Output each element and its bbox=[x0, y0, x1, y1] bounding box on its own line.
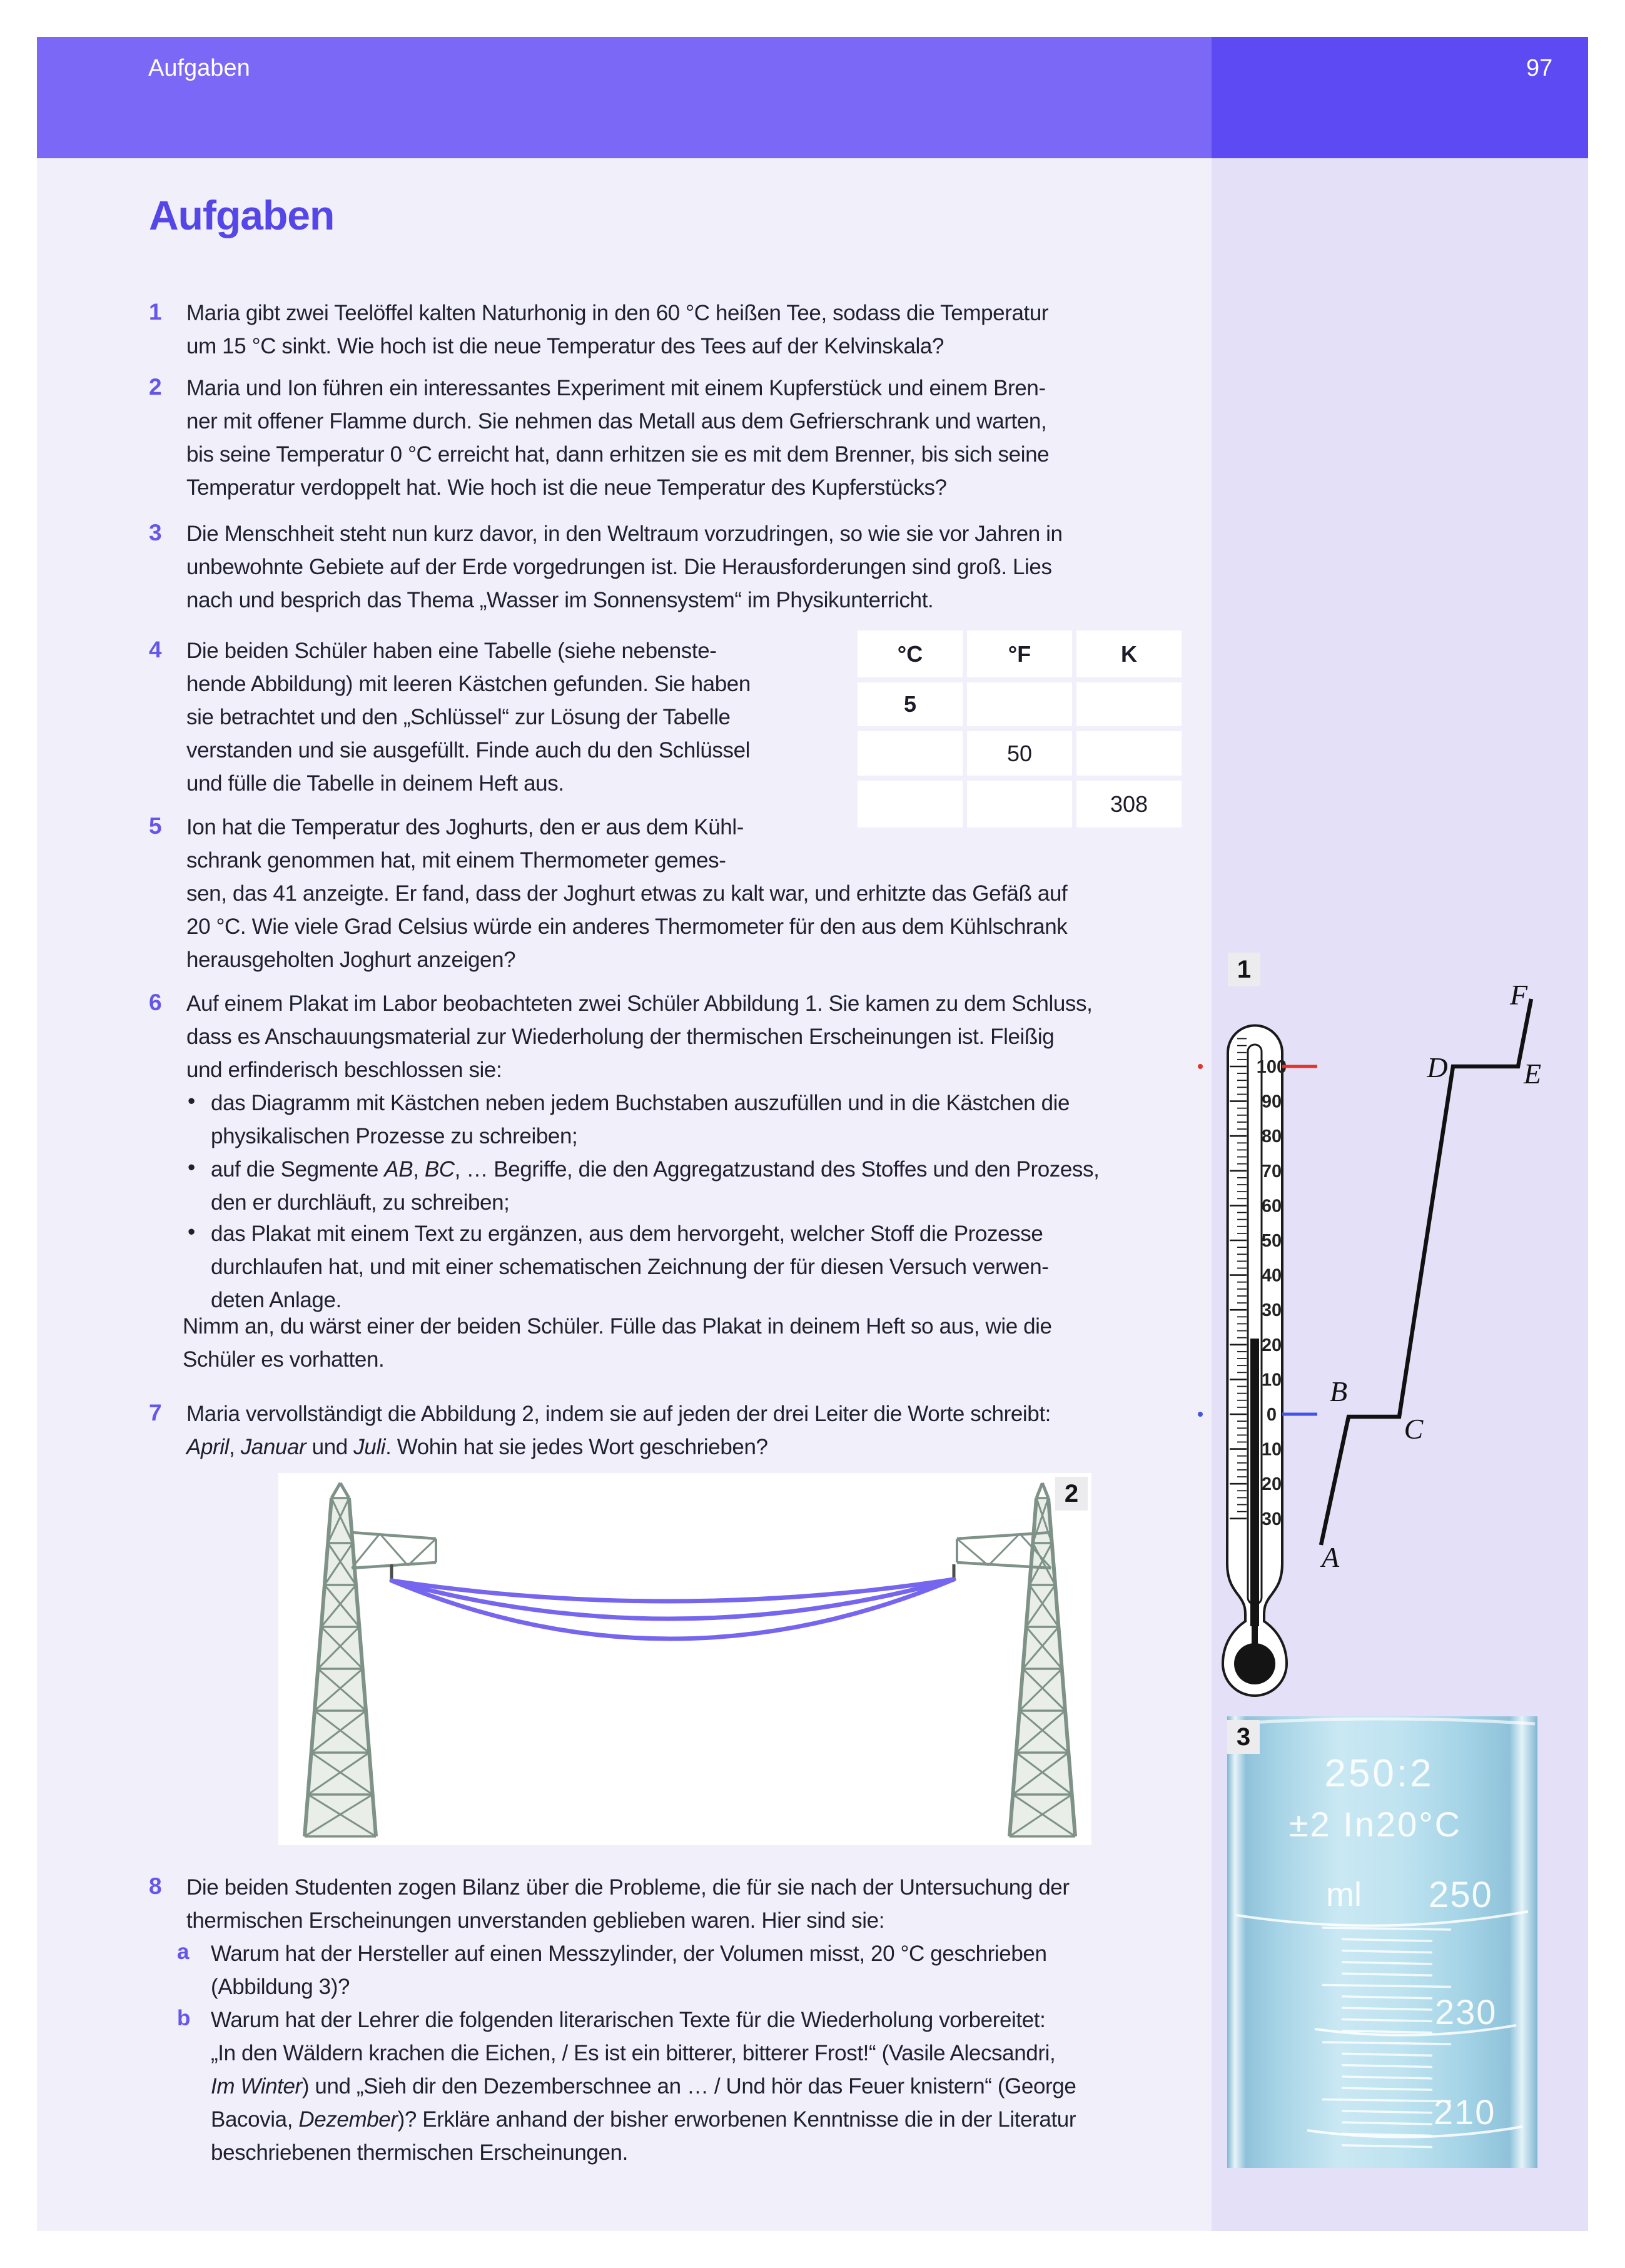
curve-point-F: F bbox=[1509, 979, 1528, 1011]
pylon-left bbox=[305, 1483, 436, 1836]
text-line: dass es Anschauungsmaterial zur Wiederholung der thermischen Erscheinungen ist. Fleißig bbox=[186, 1025, 1055, 1049]
text-line: (Abbildung 3)? bbox=[211, 1975, 350, 1999]
svg-text:20: 20 bbox=[1261, 1474, 1282, 1495]
table-cell bbox=[858, 781, 963, 828]
text-line: verstanden und sie ausgefüllt. Finde auch du den Schlüssel bbox=[186, 738, 751, 762]
text-line: Die Menschheit steht nun kurz davor, in den Weltraum vorzudringen, so wie sie vor Jahren in bbox=[186, 522, 1063, 546]
curve-point-D: D bbox=[1427, 1051, 1448, 1083]
text-line: Bacovia, Dezember)? Erkläre anhand der bisher erworbenen Kenntnisse die in der Literatur bbox=[211, 2107, 1076, 2132]
text-line: April, Januar und Juli. Wohin hat sie jedes Wort geschrieben? bbox=[186, 1435, 768, 1459]
text-line: Maria und Ion führen ein interessantes Experiment mit einem Kupferstück und einem Bren- bbox=[186, 376, 1046, 400]
pylon-right bbox=[954, 1483, 1075, 1836]
figure-1-label: 1 bbox=[1228, 953, 1260, 986]
text-line: Die beiden Studenten zogen Bilanz über die Probleme, die für sie nach der Untersuchung der bbox=[186, 1875, 1070, 1900]
text-line: den er durchläuft, zu schreiben; bbox=[211, 1190, 510, 1215]
problem-number: 6 bbox=[149, 990, 162, 1015]
thermometer-icon bbox=[1198, 1026, 1317, 1696]
table-cell bbox=[1076, 731, 1182, 776]
svg-text:70: 70 bbox=[1261, 1161, 1282, 1182]
cylinder-value-250: 250 bbox=[1429, 1875, 1493, 1915]
text-line: sen, das 41 anzeigte. Er fand, dass der Joghurt etwas zu kalt war, und erhitzte das Gefäß auf bbox=[186, 881, 1068, 906]
svg-text:50: 50 bbox=[1261, 1231, 1282, 1251]
text-line: Auf einem Plakat im Labor beobachteten zwei Schüler Abbildung 1. Sie kamen zu dem Schluss, bbox=[186, 991, 1093, 1016]
problem-number: 1 bbox=[149, 299, 162, 325]
svg-text:100: 100 bbox=[1256, 1057, 1287, 1077]
text-line: deten Anlage. bbox=[211, 1288, 342, 1312]
text-line: beschriebenen thermischen Erscheinungen. bbox=[211, 2140, 628, 2165]
text-line: Temperatur verdoppelt hat. Wie hoch ist die neue Temperatur des Kupferstücks? bbox=[186, 475, 947, 500]
problem-number: 8 bbox=[149, 1873, 162, 1899]
problem-number: 2 bbox=[149, 374, 162, 400]
figure-3-label: 3 bbox=[1227, 1720, 1260, 1754]
curve-point-E: E bbox=[1523, 1058, 1542, 1090]
text-line: ner mit offener Flamme durch. Sie nehmen das Metall aus dem Gefrierschrank und warten, bbox=[186, 409, 1047, 433]
heating-curve-diagram bbox=[1320, 979, 1541, 1573]
table-cell bbox=[1076, 682, 1182, 726]
svg-text:40: 40 bbox=[1261, 1265, 1282, 1286]
conversion-table bbox=[858, 630, 1182, 828]
pylons-drawing bbox=[278, 1473, 1091, 1845]
text-line: „In den Wäldern krachen die Eichen, / Es ist ein bitterer, bitterer Frost!“ (Vasile Alecsandri, bbox=[211, 2041, 1056, 2065]
text-line: und erfinderisch beschlossen sie: bbox=[186, 1058, 502, 1082]
figure-2-pylons bbox=[278, 1473, 1091, 1845]
cylinder-marking-ratio: 250:2 bbox=[1324, 1752, 1434, 1795]
svg-text:90: 90 bbox=[1261, 1091, 1282, 1112]
subitem-letter: a bbox=[177, 1940, 190, 1964]
text-line: Im Winter) und „Sieh dir den Dezemberschnee an … / Und hör das Feuer knistern“ (George bbox=[211, 2074, 1076, 2098]
problem-number: 5 bbox=[149, 813, 162, 839]
bullet-icon bbox=[188, 1155, 195, 1180]
text-line: bis seine Temperatur 0 °C erreicht hat, dann erhitzen sie es mit dem Brenner, bis sich seine bbox=[186, 442, 1050, 467]
page-number: 97 bbox=[1526, 55, 1553, 81]
text-line: nach und besprich das Thema „Wasser im Sonnensystem“ im Physikunterricht. bbox=[186, 588, 934, 612]
svg-text:80: 80 bbox=[1261, 1126, 1282, 1147]
svg-text:30: 30 bbox=[1261, 1300, 1282, 1321]
bullet-icon bbox=[188, 1220, 195, 1245]
text-line: physikalischen Prozesse zu schreiben; bbox=[211, 1124, 578, 1148]
svg-text:30: 30 bbox=[1261, 1509, 1282, 1529]
text-line: herausgeholten Joghurt anzeigen? bbox=[186, 948, 516, 972]
text-line: Maria gibt zwei Teelöffel kalten Naturhonig in den 60 °C heißen Tee, sodass die Temperatur bbox=[186, 301, 1049, 325]
text-line: Ion hat die Temperatur des Joghurts, den er aus dem Kühl- bbox=[186, 815, 744, 839]
text-line: unbewohnte Gebiete auf der Erde vorgedrungen ist. Die Herausforderungen sind groß. Lies bbox=[186, 555, 1052, 579]
text-line: durchlaufen hat, und mit einer schematischen Zeichnung der für diesen Versuch verwen- bbox=[211, 1255, 1049, 1279]
text-line: Maria vervollständigt die Abbildung 2, indem sie auf jeden der drei Leiter die Worte schreibt: bbox=[186, 1402, 1051, 1426]
text-line: um 15 °C sinkt. Wie hoch ist die neue Temperatur des Tees auf der Kelvinskala? bbox=[186, 334, 944, 358]
table-cell bbox=[858, 731, 963, 776]
svg-text:0: 0 bbox=[1266, 1405, 1277, 1425]
text-line: Warum hat der Hersteller auf einen Messzylinder, der Volumen misst, 20 °C geschrieben bbox=[211, 1941, 1047, 1966]
text-line: und fülle die Tabelle in deinem Heft aus. bbox=[186, 771, 564, 796]
svg-text:10: 10 bbox=[1261, 1370, 1282, 1390]
bullet-icon bbox=[188, 1089, 195, 1114]
table-header-fahrenheit: °F bbox=[967, 630, 1072, 677]
cylinder-value-210: 210 bbox=[1434, 2092, 1496, 2132]
figure-1-thermometer-diagram bbox=[1188, 938, 1589, 1726]
subitem-letter: b bbox=[177, 2006, 191, 2030]
text-line: sie betrachtet und den „Schlüssel“ zur Lösung der Tabelle bbox=[186, 705, 731, 729]
text-line: auf die Segmente AB, BC, … Begriffe, die den Aggregatzustand des Stoffes und den Prozess, bbox=[211, 1157, 1100, 1182]
table-cell: 308 bbox=[1076, 781, 1182, 828]
figure-3-measuring-cylinder bbox=[1227, 1716, 1537, 2168]
table-cell: 5 bbox=[858, 682, 963, 726]
table-cell bbox=[967, 682, 1072, 726]
mercury-bulb bbox=[1234, 1643, 1275, 1684]
cylinder-graduations bbox=[1227, 1716, 1537, 2168]
text-line: 20 °C. Wie viele Grad Celsius würde ein anderes Thermometer für den aus dem Kühlschrank bbox=[186, 914, 1068, 939]
header-title: Aufgaben bbox=[148, 55, 250, 81]
page-title: Aufgaben bbox=[149, 192, 335, 238]
svg-text:60: 60 bbox=[1261, 1196, 1282, 1217]
table-cell bbox=[967, 781, 1072, 828]
curve-point-B: B bbox=[1329, 1375, 1348, 1407]
table-header-celsius: °C bbox=[858, 630, 963, 677]
problem-number: 3 bbox=[149, 520, 162, 545]
heating-curve-line bbox=[1321, 999, 1531, 1545]
cylinder-tick-marks bbox=[1322, 1928, 1451, 2147]
text-line: Nimm an, du wärst einer der beiden Schüler. Fülle das Plakat in deinem Heft so aus, wie die bbox=[183, 1314, 1052, 1339]
table-cell: 50 bbox=[967, 731, 1072, 776]
table-header-kelvin: K bbox=[1076, 630, 1182, 677]
text-line: Schüler es vorhatten. bbox=[183, 1347, 385, 1372]
text-line: hende Abbildung) mit leeren Kästchen gefunden. Sie haben bbox=[186, 672, 751, 696]
cylinder-unit: ml bbox=[1326, 1876, 1362, 1913]
text-line: schrank genommen hat, mit einem Thermometer gemes- bbox=[186, 848, 726, 873]
curve-point-C: C bbox=[1404, 1413, 1424, 1445]
cylinder-marking-tolerance: ±2 In20°C bbox=[1288, 1805, 1462, 1844]
text-line: thermischen Erscheinungen unverstanden geblieben waren. Hier sind sie: bbox=[186, 1908, 885, 1933]
mercury-column bbox=[1250, 1339, 1259, 1626]
svg-text:10: 10 bbox=[1261, 1439, 1282, 1460]
problem-number: 4 bbox=[149, 637, 162, 662]
figure-2-label: 2 bbox=[1055, 1477, 1088, 1511]
text-line: Die beiden Schüler haben eine Tabelle (siehe nebenste- bbox=[186, 639, 717, 663]
problem-number: 7 bbox=[149, 1400, 162, 1425]
text-line: das Diagramm mit Kästchen neben jedem Buchstaben auszufüllen und in die Kästchen die bbox=[211, 1091, 1070, 1115]
cylinder-value-230: 230 bbox=[1435, 1992, 1497, 2032]
text-line: Warum hat der Lehrer die folgenden literarischen Texte für die Wiederholung vorbereitet: bbox=[211, 2008, 1046, 2032]
svg-text:20: 20 bbox=[1261, 1335, 1282, 1355]
text-line: das Plakat mit einem Text zu ergänzen, aus dem hervorgeht, welcher Stoff die Prozesse bbox=[211, 1222, 1043, 1246]
curve-point-A: A bbox=[1321, 1541, 1340, 1573]
